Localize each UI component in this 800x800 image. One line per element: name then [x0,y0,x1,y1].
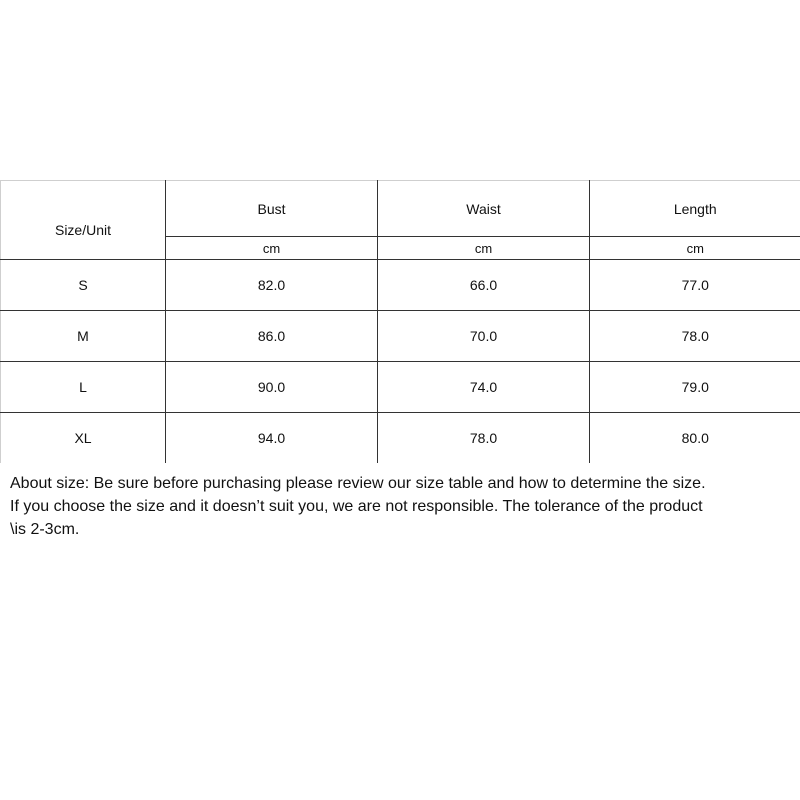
size-label: XL [1,413,166,464]
waist-header: Waist [378,181,590,237]
waist-value: 70.0 [378,311,590,362]
length-value: 78.0 [590,311,800,362]
length-value: 80.0 [590,413,800,464]
bust-value: 94.0 [166,413,378,464]
size-note-line: If you choose the size and it doesn’t suit you, we are not responsible. The tolerance of the product [10,498,703,515]
bust-value: 90.0 [166,362,378,413]
size-note [10,472,800,541]
length-value: 77.0 [590,260,800,311]
size-note-line: \is 2-3cm. [10,521,80,538]
length-header: Length [590,181,800,237]
waist-value: 74.0 [378,362,590,413]
size-chart-table [0,180,800,463]
table-row [1,413,800,464]
waist-unit: cm [378,237,590,260]
length-value: 79.0 [590,362,800,413]
table-row [1,311,800,362]
bust-value: 86.0 [166,311,378,362]
size-unit-header: Size/Unit [1,181,166,260]
size-label: L [1,362,166,413]
size-label: S [1,260,166,311]
size-note-line: About size: Be sure before purchasing please review our size table and how to determine the size. [10,475,706,492]
bust-value: 82.0 [166,260,378,311]
bust-header: Bust [166,181,378,237]
table-header-row [1,181,800,237]
waist-value: 66.0 [378,260,590,311]
waist-value: 78.0 [378,413,590,464]
size-label: M [1,311,166,362]
table-row [1,260,800,311]
table-row [1,362,800,413]
length-unit: cm [590,237,800,260]
bust-unit: cm [166,237,378,260]
